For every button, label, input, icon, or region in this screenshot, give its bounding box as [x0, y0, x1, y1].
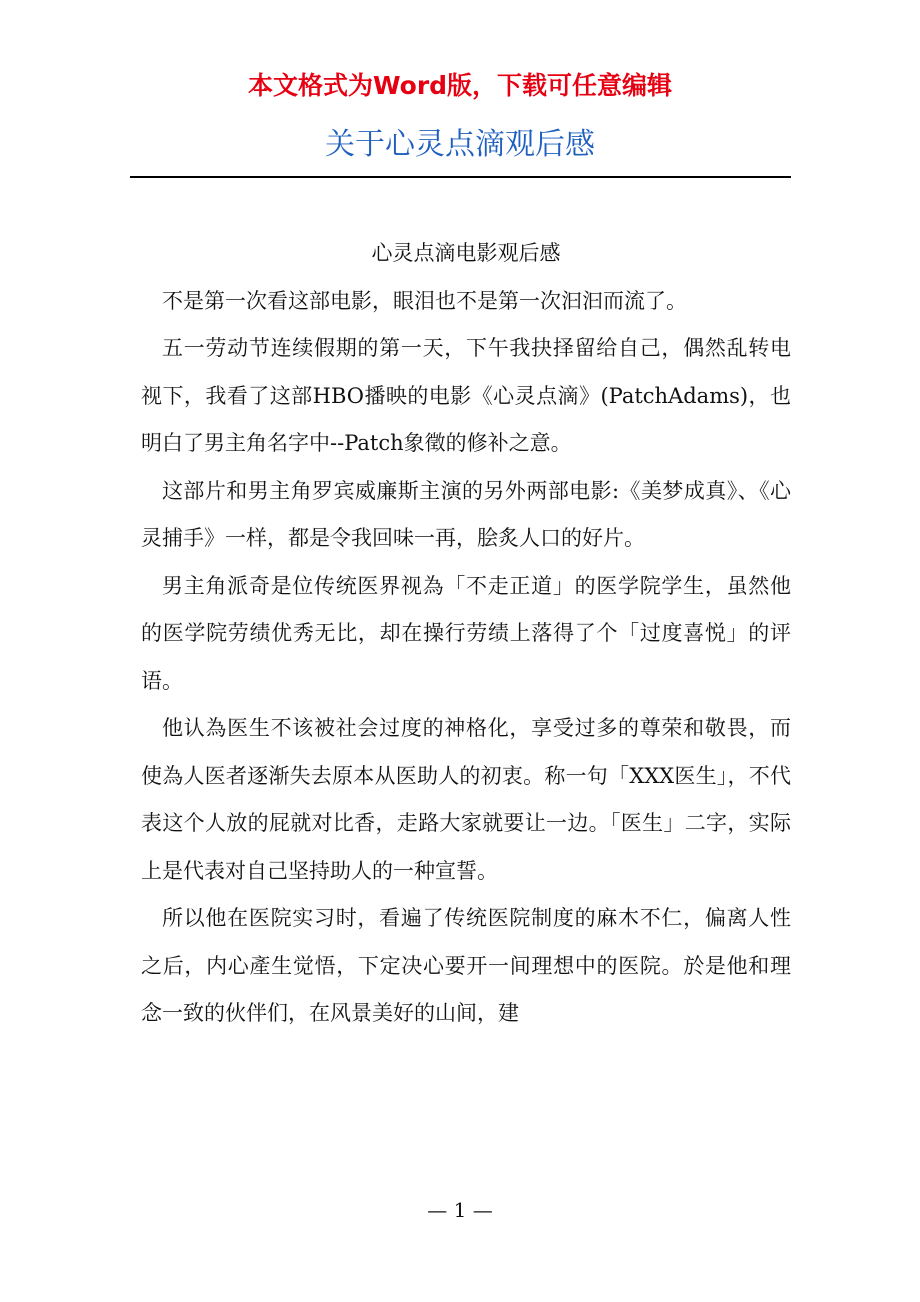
article-subtitle: 心灵点滴电影观后感: [371, 241, 561, 265]
page-number: — 1 —: [427, 1198, 493, 1222]
paragraph: 他认為医生不该被社会过度的神格化，享受过多的尊荣和敬畏，而使為人医者逐渐失去原本从医助人的初衷。称一句「XXX医生」，不代表这个人放的屁就对比香，走路大家就要让一边。「医生」二字，实际上是代表对自己坚持助人的一种宣誓。: [141, 716, 791, 883]
paragraph: 这部片和男主角罗宾威廉斯主演的另外两部电影:《美梦成真》、《心灵捕手》一样，都是令我回味一再，脍炙人口的好片。: [141, 478, 791, 550]
paragraph: 所以他在医院实习时，看遍了传统医院制度的麻木不仁，偏离人性之后，内心產生觉悟，下定决心要开一间理想中的医院。於是他和理念一致的伙伴们，在风景美好的山间，建: [141, 906, 791, 1025]
document-title: 关于心灵点滴观后感: [325, 127, 595, 162]
document-body: [141, 230, 791, 1038]
paragraph: 五一劳动节连续假期的第一天，下午我抉择留给自己，偶然乱转电视下，我看了这部HBO播映的电影《心灵点滴》(PatchAdams)，也明白了男主角名字中--Patch象徵的修补之意。: [141, 336, 791, 455]
paragraph: 不是第一次看这部电影，眼泪也不是第一次汩汩而流了。: [162, 288, 687, 313]
paragraph: 男主角派奇是位传统医界视為「不走正道」的医学院学生，虽然他的医学院劳绩优秀无比，却在操行劳绩上落得了个「过度喜悦」的评语。: [141, 573, 791, 693]
title-divider: [130, 176, 791, 178]
format-banner: 本文格式为Word版，下载可任意编辑: [247, 71, 673, 100]
